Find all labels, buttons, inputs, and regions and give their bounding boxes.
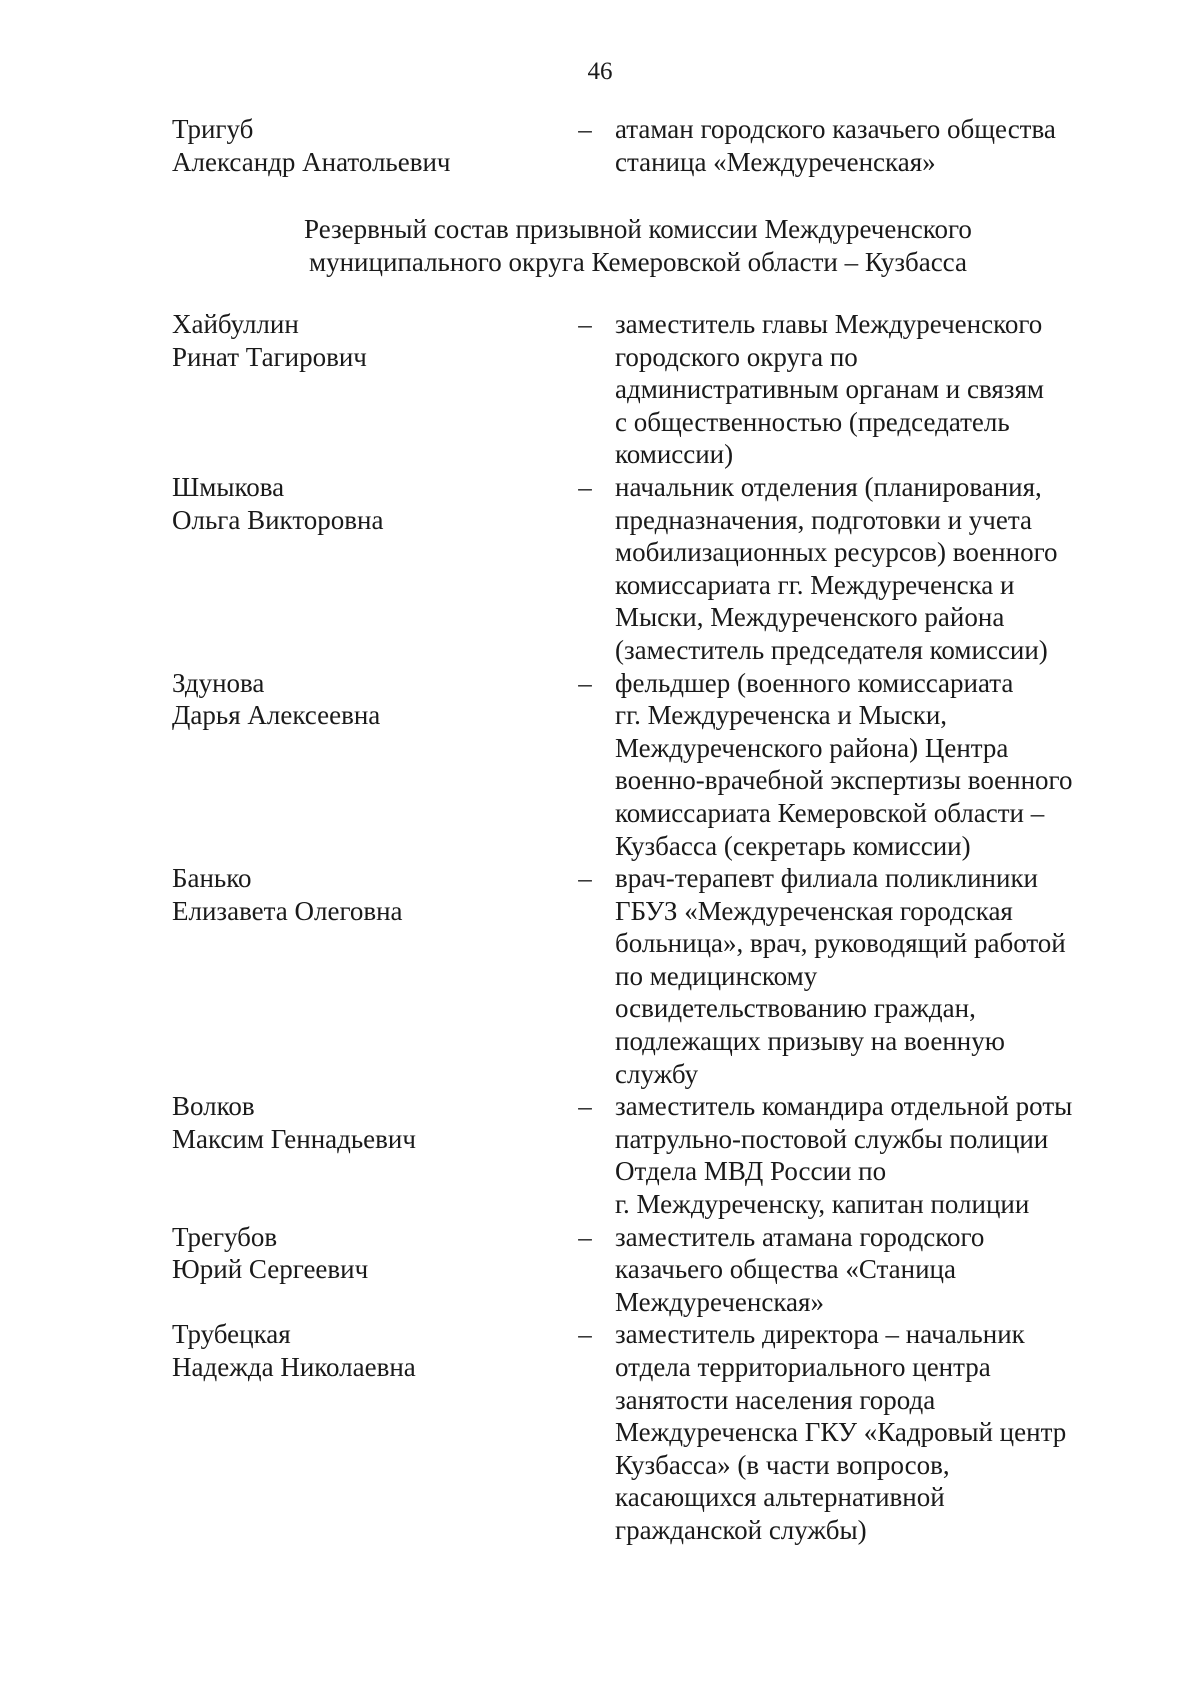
role-line: гг. Междуреченска и Мыски, xyxy=(615,700,948,731)
member-entry xyxy=(0,862,1200,1090)
role-line: ГБУЗ «Междуреченская городская xyxy=(615,895,1013,926)
member-given-names: Елизавета Олеговна xyxy=(172,895,403,926)
role-line: заместитель командира отдельной роты xyxy=(615,1091,1073,1122)
role-line: заместитель главы Междуреченского xyxy=(615,309,1043,339)
member-surname: Тригуб xyxy=(172,114,254,144)
role-line: мобилизационных ресурсов) военного xyxy=(615,537,1058,568)
role-line: (заместитель председателя комиссии) xyxy=(615,634,1048,665)
member-name xyxy=(172,667,552,732)
role-line: комиссариата Кемеровской области – xyxy=(615,797,1045,828)
members-list xyxy=(0,308,1200,1547)
separator-dash: – xyxy=(578,863,592,894)
role-line: службу xyxy=(615,1058,699,1089)
role-line: заместитель директора – начальник xyxy=(615,1319,1025,1350)
member-entry xyxy=(0,1221,1200,1319)
member-entry xyxy=(0,667,1200,863)
member-name xyxy=(172,862,552,927)
role-line: гражданской службы) xyxy=(615,1514,867,1545)
role-line: казачьего общества «Станица xyxy=(615,1254,956,1285)
role-line: Мыски, Междуреченского района xyxy=(615,602,1005,633)
member-role xyxy=(615,471,1155,667)
page-number: 46 xyxy=(587,58,613,85)
member-given-names: Александр Анатольевич xyxy=(172,146,451,177)
member-role xyxy=(615,113,1155,178)
role-line: станица «Междуреченская» xyxy=(615,146,936,177)
member-name xyxy=(172,113,552,178)
role-line: комиссариата гг. Междуреченска и xyxy=(615,569,1015,600)
separator-dash: – xyxy=(578,471,592,502)
heading-line-2: муниципального округа Кемеровской области – Кузбасса xyxy=(309,246,967,277)
role-line: врач-терапевт филиала поликлиники xyxy=(615,863,1039,894)
member-role xyxy=(615,862,1155,1090)
member-role xyxy=(615,667,1155,863)
member-role xyxy=(615,1221,1155,1319)
role-line: фельдшер (военного комиссариата xyxy=(615,667,1014,698)
member-surname: Волков xyxy=(172,1091,255,1122)
member-name xyxy=(172,308,552,373)
member-name xyxy=(172,471,552,536)
separator-dash: – xyxy=(578,114,592,144)
role-line: городского округа по xyxy=(615,341,858,372)
role-line: атаман городского казачьего общества xyxy=(615,114,1056,144)
role-line: с общественностью (председатель xyxy=(615,406,1010,437)
role-line: Междуреченска ГКУ «Кадровый центр xyxy=(615,1417,1067,1448)
member-surname: Трубецкая xyxy=(172,1319,291,1350)
top-member-entry xyxy=(0,113,1200,178)
member-given-names: Дарья Алексеевна xyxy=(172,700,381,731)
member-entry xyxy=(0,113,1200,178)
separator-dash: – xyxy=(578,1319,592,1350)
role-line: Отдела МВД России по xyxy=(615,1156,887,1187)
role-line: освидетельствованию граждан, xyxy=(615,993,976,1024)
role-line: г. Междуреченску, капитан полиции xyxy=(615,1189,1030,1220)
role-line: отдела территориального центра xyxy=(615,1352,991,1382)
member-surname: Банько xyxy=(172,863,252,894)
separator-dash: – xyxy=(578,1091,592,1122)
member-name xyxy=(172,1318,552,1383)
separator-dash: – xyxy=(578,1221,592,1252)
member-name xyxy=(172,1090,552,1155)
role-line: военно-врачебной экспертизы военного xyxy=(615,765,1073,796)
role-line: Кузбасса (секретарь комиссии) xyxy=(615,830,971,861)
member-entry xyxy=(0,1090,1200,1220)
role-line: заместитель атамана городского xyxy=(615,1221,985,1252)
member-given-names: Юрий Сергеевич xyxy=(172,1254,369,1285)
role-line: Междуреченская» xyxy=(615,1286,824,1317)
member-role xyxy=(615,308,1155,471)
member-surname: Шмыкова xyxy=(172,471,285,502)
role-line: подлежащих призыву на военную xyxy=(615,1026,1005,1057)
member-surname: Хайбуллин xyxy=(172,309,299,339)
member-entry xyxy=(0,471,1200,667)
role-line: административным органам и связям xyxy=(615,374,1044,405)
role-line: занятости населения города xyxy=(615,1384,936,1415)
member-name xyxy=(172,1221,552,1286)
role-line: больница», врач, руководящий работой xyxy=(615,928,1066,959)
member-role xyxy=(615,1090,1155,1220)
role-line: по медицинскому xyxy=(615,960,818,991)
separator-dash: – xyxy=(578,309,592,339)
member-entry xyxy=(0,308,1200,471)
member-given-names: Максим Геннадьевич xyxy=(172,1123,416,1154)
member-given-names: Ринат Тагирович xyxy=(172,341,367,372)
member-given-names: Ольга Викторовна xyxy=(172,504,384,535)
role-line: Междуреченского района) Центра xyxy=(615,732,1009,763)
role-line: комиссии) xyxy=(615,439,734,470)
member-surname: Здунова xyxy=(172,667,265,698)
member-surname: Трегубов xyxy=(172,1221,278,1252)
member-given-names: Надежда Николаевна xyxy=(172,1352,416,1382)
role-line: касающихся альтернативной xyxy=(615,1482,945,1513)
member-role xyxy=(615,1318,1155,1546)
separator-dash: – xyxy=(578,667,592,698)
role-line: начальник отделения (планирования, xyxy=(615,471,1042,502)
section-heading xyxy=(0,213,1200,278)
role-line: предназначения, подготовки и учета xyxy=(615,504,1032,535)
role-line: Кузбасса» (в части вопросов, xyxy=(615,1449,950,1480)
member-entry xyxy=(0,1318,1200,1546)
heading-line-1: Резервный состав призывной комиссии Междуреченского xyxy=(304,214,972,244)
role-line: патрульно-постовой службы полиции xyxy=(615,1123,1049,1154)
